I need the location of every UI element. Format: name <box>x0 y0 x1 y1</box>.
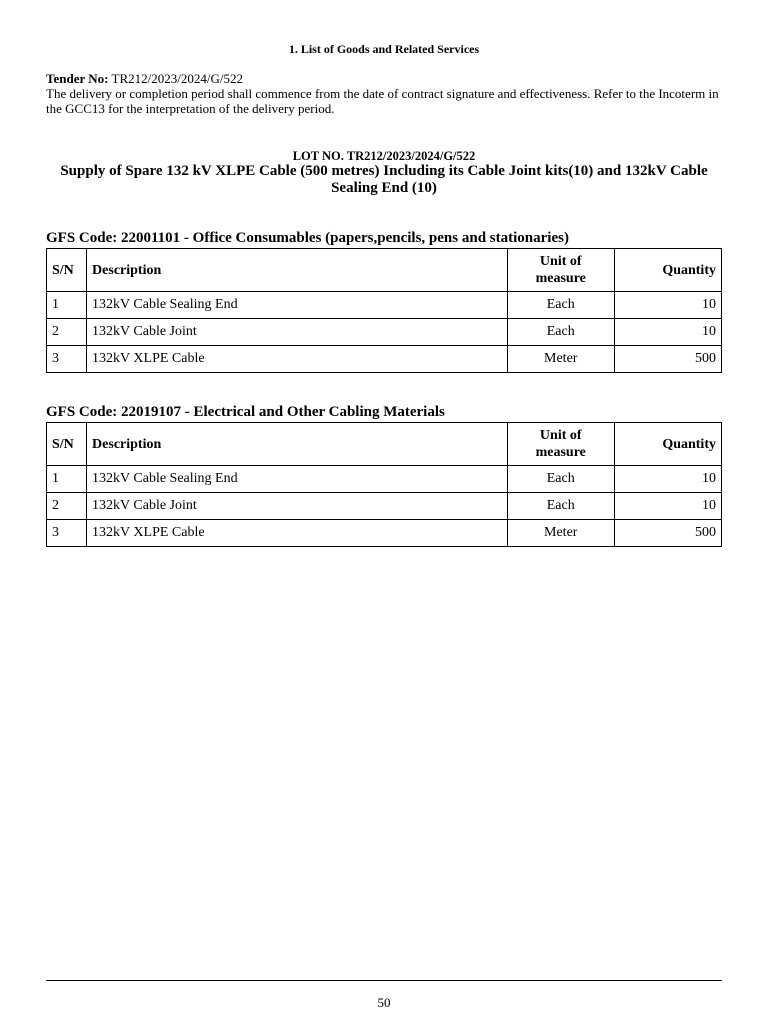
column-header-unit <box>507 423 614 466</box>
cell-quantity: 500 <box>614 346 721 373</box>
table-row <box>47 292 722 319</box>
cell-quantity: 10 <box>614 319 721 346</box>
unit-header-line2: measure <box>535 271 586 286</box>
column-header-description: Description <box>87 423 508 466</box>
cell-sn: 1 <box>47 466 87 493</box>
cell-sn: 1 <box>47 292 87 319</box>
unit-header-line1: Unit of <box>539 428 582 443</box>
cell-quantity: 10 <box>614 292 721 319</box>
tender-number: TR212/2023/2024/G/522 <box>111 71 243 86</box>
cell-quantity: 10 <box>614 493 721 520</box>
cell-description: 132kV Cable Joint <box>87 493 508 520</box>
cell-sn: 3 <box>47 346 87 373</box>
cell-sn: 3 <box>47 520 87 547</box>
column-header-quantity: Quantity <box>614 249 721 292</box>
table-row <box>47 346 722 373</box>
table-row <box>47 520 722 547</box>
lot-number: LOT NO. TR212/2023/2024/G/522 <box>292 149 476 163</box>
cell-description: 132kV Cable Joint <box>87 319 508 346</box>
column-header-quantity: Quantity <box>614 423 721 466</box>
cell-quantity: 10 <box>614 466 721 493</box>
table-header-row <box>47 423 722 466</box>
section-title: 1. List of Goods and Related Services <box>288 42 480 56</box>
unit-header-line1: Unit of <box>539 254 582 269</box>
column-header-unit <box>507 249 614 292</box>
column-header-description: Description <box>87 249 508 292</box>
cell-unit: Each <box>507 466 614 493</box>
column-header-sn: S/N <box>47 423 87 466</box>
cell-sn: 2 <box>47 319 87 346</box>
unit-header-line2: measure <box>535 445 586 460</box>
cell-unit: Meter <box>507 346 614 373</box>
goods-table-2 <box>46 422 722 547</box>
gfs-heading-2: GFS Code: 22019107 - Electrical and Other Cabling Materials <box>46 404 445 420</box>
column-header-sn: S/N <box>47 249 87 292</box>
lot-title: Supply of Spare 132 kV XLPE Cable (500 metres) Including its Cable Joint kits(10) and 132kV Cable Sealing End (10) <box>60 163 708 196</box>
table-row <box>47 319 722 346</box>
cell-description: 132kV XLPE Cable <box>87 346 508 373</box>
footer-divider <box>46 980 722 981</box>
page-number: 50 <box>377 995 391 1010</box>
cell-unit: Meter <box>507 520 614 547</box>
goods-table-1 <box>46 248 722 373</box>
cell-unit: Each <box>507 292 614 319</box>
cell-description: 132kV Cable Sealing End <box>87 466 508 493</box>
cell-description: 132kV XLPE Cable <box>87 520 508 547</box>
tender-label: Tender No: <box>46 71 109 86</box>
delivery-note: The delivery or completion period shall commence from the date of contract signature and effectiveness. Refer to the Incoterm in the GCC13 for the interpretation of the delivery period. <box>46 86 719 116</box>
cell-description: 132kV Cable Sealing End <box>87 292 508 319</box>
cell-unit: Each <box>507 319 614 346</box>
cell-quantity: 500 <box>614 520 721 547</box>
tender-block <box>46 71 722 116</box>
gfs-heading-1: GFS Code: 22001101 - Office Consumables (papers,pencils, pens and stationaries) <box>46 230 569 246</box>
table-row <box>47 493 722 520</box>
table-header-row <box>47 249 722 292</box>
table-row <box>47 466 722 493</box>
cell-unit: Each <box>507 493 614 520</box>
cell-sn: 2 <box>47 493 87 520</box>
